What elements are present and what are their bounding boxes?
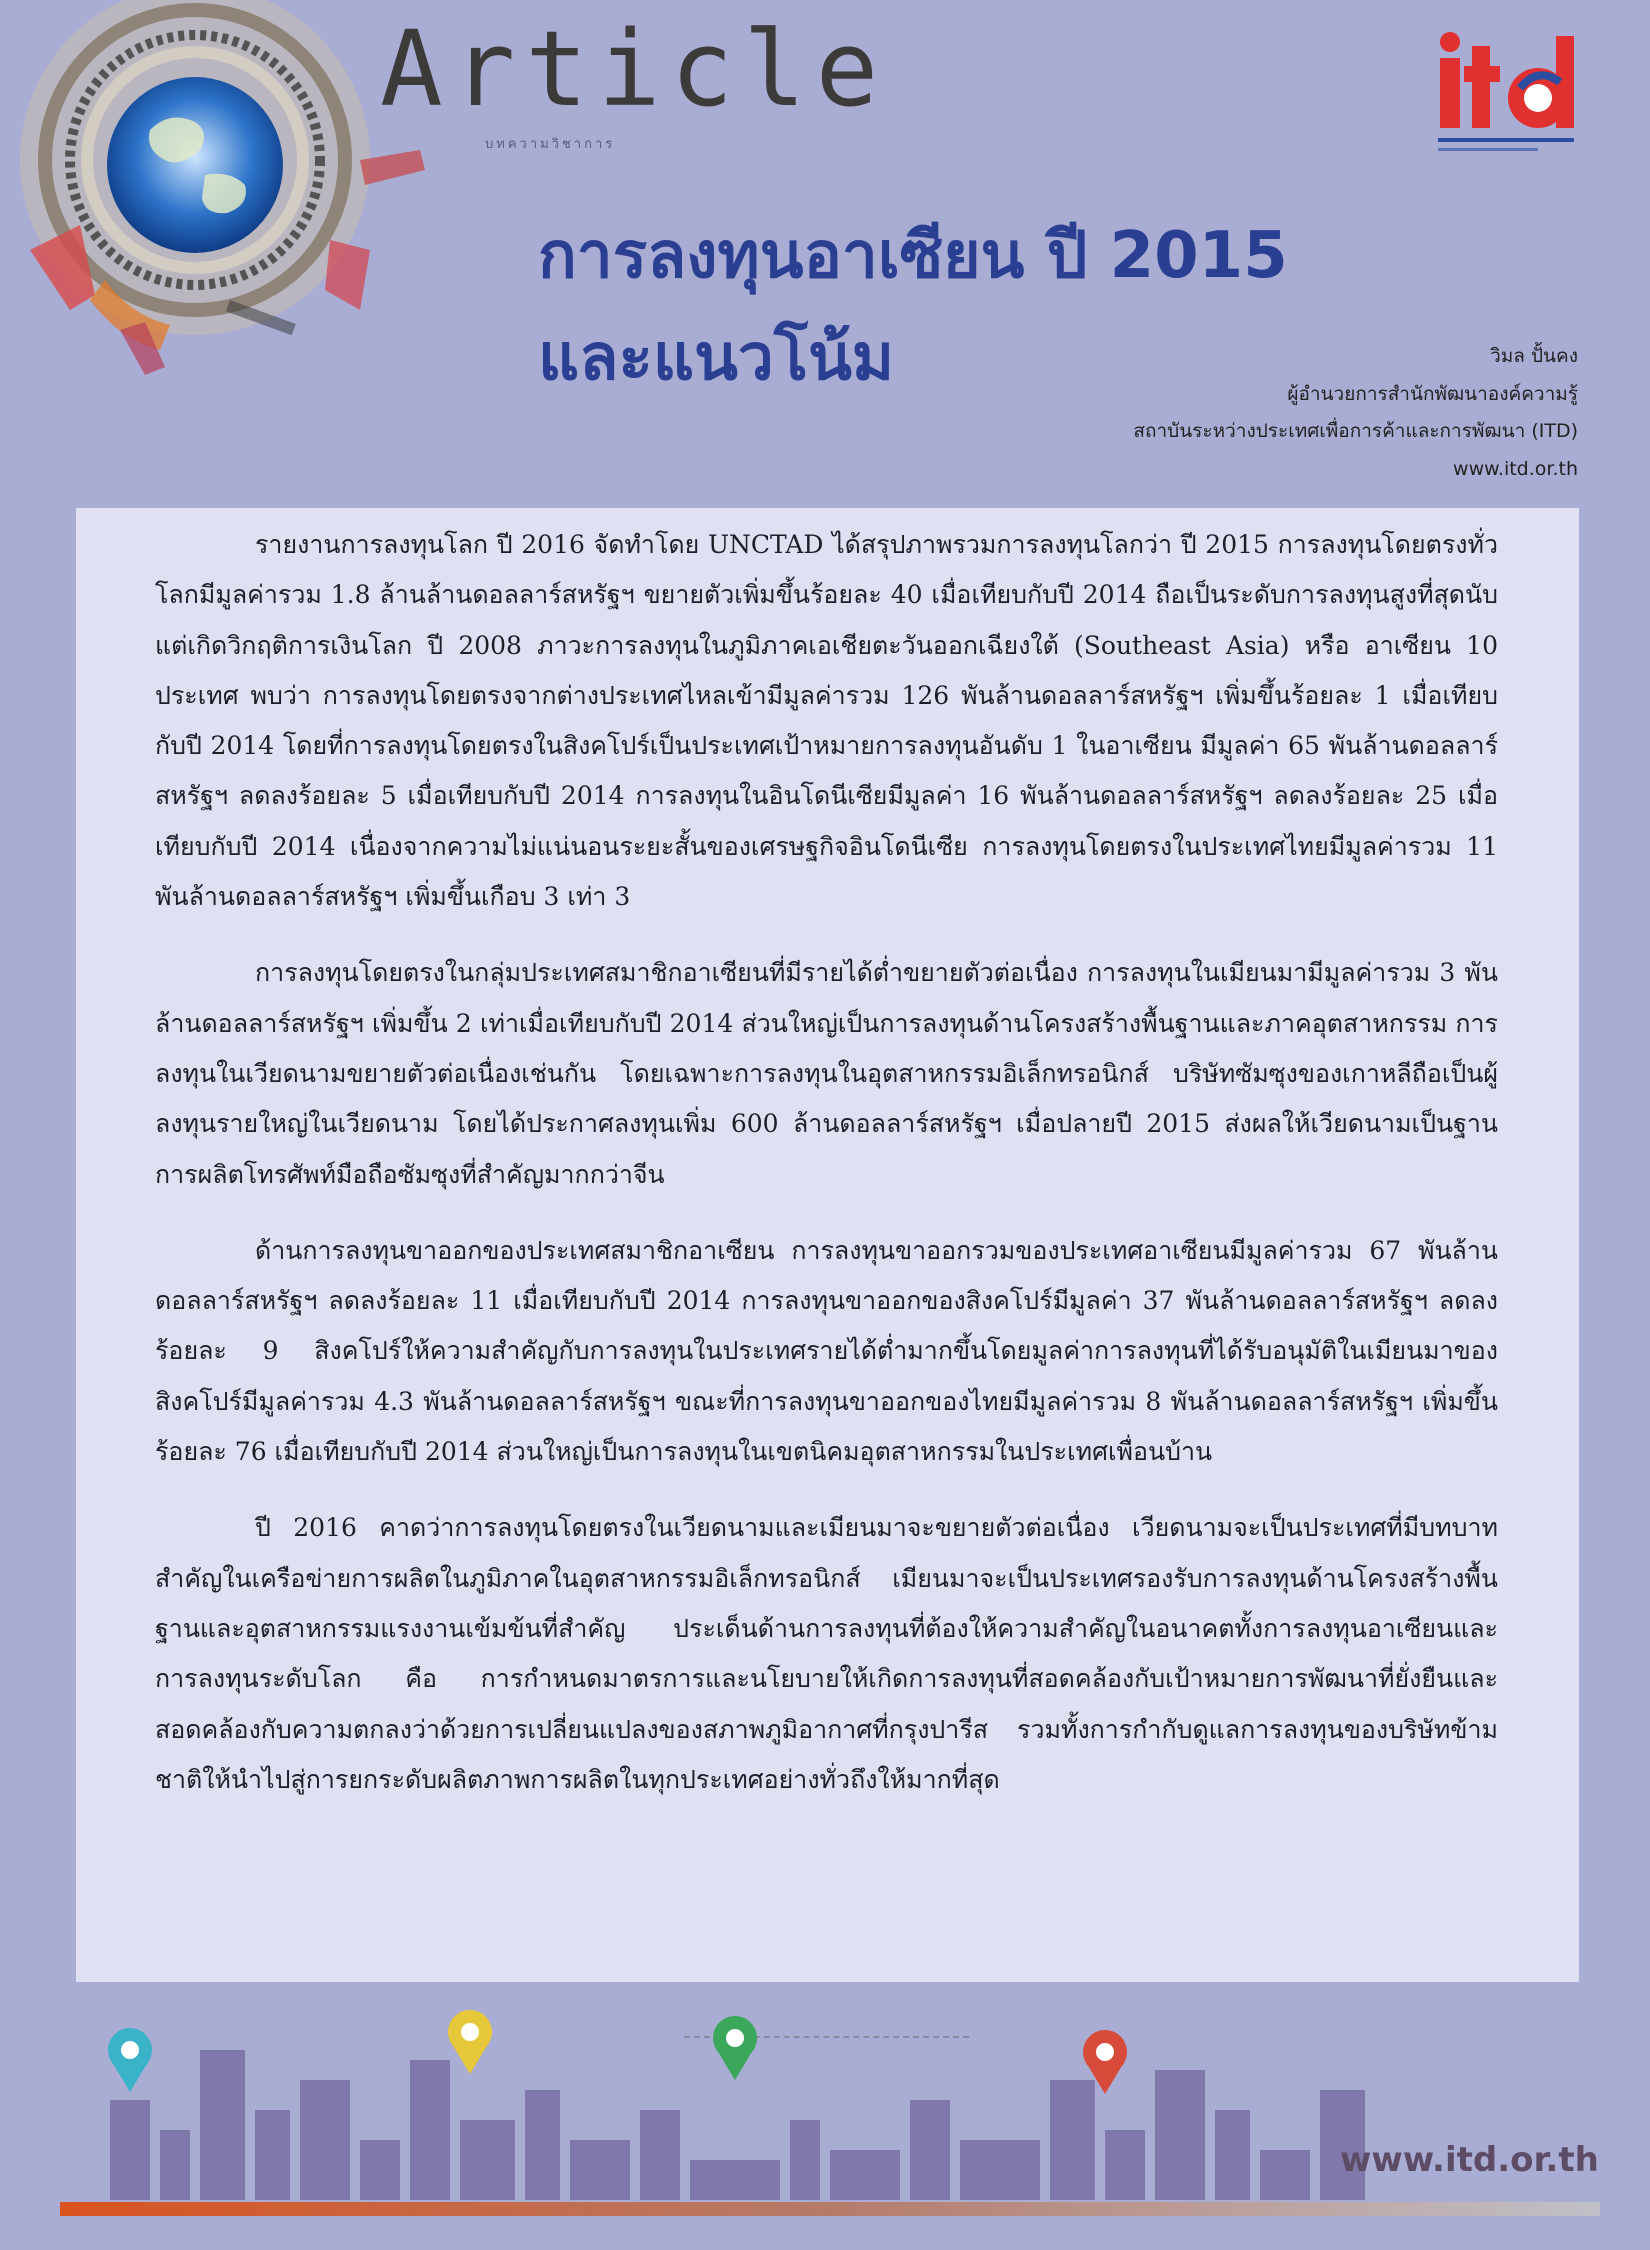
body-paragraph: ปี 2016 คาดว่าการลงทุนโดยตรงในเวียดนามและเมียนมาจะขยายตัวต่อเนื่อง เวียดนามจะเป็นประเทศที่มีบทบาทสำคัญในเครือข่ายการผลิตในภูมิภาคในอุตสาหกรรมอิเล็กทรอนิกส์ เมียนมาจะเป็นประเทศรองรับการลงทุนด้านโครงสร้างพื้นฐานและอุตสาหกรรมแรงงานเข้มข้นที่สำคัญ ประเด็นด้านการลงทุนที่ต้องให้ความสำคัญในอนาคตทั้งการลงทุนอาเซียนและการลงทุนระดับโลก คือ การกำหนดมาตรการและนโยบายให้เกิดการลงทุนที่สอดคล้องกับเป้าหมายการพัฒนาที่ยั่งยืนและสอดคล้องกับความตกลงว่าด้วยการเปลี่ยนแปลงของสภาพภูมิอากาศที่กรุงปารีส รวมทั้งการกำกับดูแลการลงทุนของบริษัทข้ามชาติให้นำไปสู่การยกระดับผลิตภาพการผลิตในทุกประเทศอย่างทั่วถึงให้มากที่สุด xyxy=(155,1513,1498,1794)
city-skyline-footer-graphic xyxy=(0,1990,1650,2250)
author-byline xyxy=(1133,338,1578,488)
author-website: www.itd.or.th xyxy=(1453,457,1578,480)
article-section-label: Article xyxy=(380,8,889,130)
title-line-2: และแนวโน้ม xyxy=(538,321,895,395)
body-paragraph: การลงทุนโดยตรงในกลุ่มประเทศสมาชิกอาเซียนที่มีรายได้ต่ำขยายตัวต่อเนื่อง การลงทุนในเมียนมามีมูลค่ารวม 3 พันล้านดอลลาร์สหรัฐฯ เพิ่มขึ้น 2 เท่าเมื่อเทียบกับปี 2014 ส่วนใหญ่เป็นการลงทุนด้านโครงสร้างพื้นฐานและภาคอุตสาหกรรม การลงทุนในเวียดนามขยายตัวต่อเนื่องเช่นกัน โดยเฉพาะการลงทุนในอุตสาหกรรมอิเล็กทรอนิกส์ บริษัทซัมซุงของเกาหลีถือเป็นผู้ลงทุนรายใหญ่ในเวียดนาม โดยได้ประกาศลงทุนเพิ่ม 600 ล้านดอลลาร์สหรัฐฯ เมื่อปลายปี 2015 ส่งผลให้เวียดนามเป็นฐานการผลิตโทรศัพท์มือถือซัมซุงที่สำคัญมากกว่าจีน xyxy=(155,958,1498,1189)
body-paragraph: ด้านการลงทุนขาออกของประเทศสมาชิกอาเซียน การลงทุนขาออกรวมของประเทศอาเซียนมีมูลค่ารวม 67 พันล้านดอลลาร์สหรัฐฯ ลดลงร้อยละ 11 เมื่อเทียบกับปี 2014 การลงทุนขาออกของสิงคโปร์มีมูลค่า 37 พันล้านดอลลาร์สหรัฐฯ ลดลงร้อยละ 9 สิงคโปร์ให้ความสำคัญกับการลงทุนในประเทศรายได้ต่ำมากขึ้นโดยมูลค่าการลงทุนที่ได้รับอนุมัติในเมียนมาของสิงคโปร์มีมูลค่ารวม 4.3 พันล้านดอลลาร์สหรัฐฯ ขณะที่การลงทุนขาออกของไทยมีมูลค่ารวม 8 พันล้านดอลลาร์สหรัฐฯ เพิ่มขึ้นร้อยละ 76 เมื่อเทียบกับปี 2014 ส่วนใหญ่เป็นการลงทุนในเขตนิคมอุตสาหกรรมในประเทศเพื่อนบ้าน xyxy=(155,1235,1498,1467)
author-position: ผู้อำนวยการสำนักพัฒนาองค์ความรู้ xyxy=(1287,382,1578,405)
author-organization: สถาบันระหว่างประเทศเพื่อการค้าและการพัฒนา (ITD) xyxy=(1133,420,1578,442)
article-section-sublabel: บทความวิชาการ xyxy=(485,137,616,152)
author-name: วิมล ปั้นคง xyxy=(1490,345,1578,367)
itd-logo xyxy=(1420,30,1590,170)
footer-website: www.itd.or.th xyxy=(1340,2140,1599,2180)
article-body xyxy=(155,520,1498,1831)
title-line-1: การลงทุนอาเซียน ปี 2015 xyxy=(538,219,1288,293)
body-paragraph: รายงานการลงทุนโลก ปี 2016 จัดทำโดย UNCTAD ได้สรุปภาพรวมการลงทุนโลกว่า ปี 2015 การลงทุนโดยตรงทั่วโลกมีมูลค่ารวม 1.8 ล้านล้านดอลลาร์สหรัฐฯ ขยายตัวเพิ่มขึ้นร้อยละ 40 เมื่อเทียบกับปี 2014 ถือเป็นระดับการลงทุนสูงที่สุดนับแต่เกิดวิกฤติการเงินโลก ปี 2008 ภาวะการลงทุนในภูมิภาคเอเชียตะวันออกเฉียงใต้ (Southeast Asia) หรือ อาเซียน 10 ประเทศ พบว่า การลงทุนโดยตรงจากต่างประเทศไหลเข้ามีมูลค่ารวม 126 พันล้านดอลลาร์สหรัฐฯ เพิ่มขึ้นร้อยละ 1 เมื่อเทียบกับปี 2014 โดยที่การลงทุนโดยตรงในสิงคโปร์เป็นประเทศเป้าหมายการลงทุนอันดับ 1 ในอาเซียน มีมูลค่า 65 พันล้านดอลลาร์สหรัฐฯ ลดลงร้อยละ 5 เมื่อเทียบกับปี 2014 การลงทุนในอินโดนีเซียมีมูลค่า 16 พันล้านดอลลาร์สหรัฐฯ ลดลงร้อยละ 25 เมื่อเทียบกับปี 2014 เนื่องจากความไม่แน่นอนระยะสั้นของเศรษฐกิจอินโดนีเซีย การลงทุนโดยตรงในประเทศไทยมีมูลค่ารวม 11 พันล้านดอลลาร์สหรัฐฯ เพิ่มขึ้นเกือบ 3 เท่า 3 xyxy=(155,530,1498,912)
